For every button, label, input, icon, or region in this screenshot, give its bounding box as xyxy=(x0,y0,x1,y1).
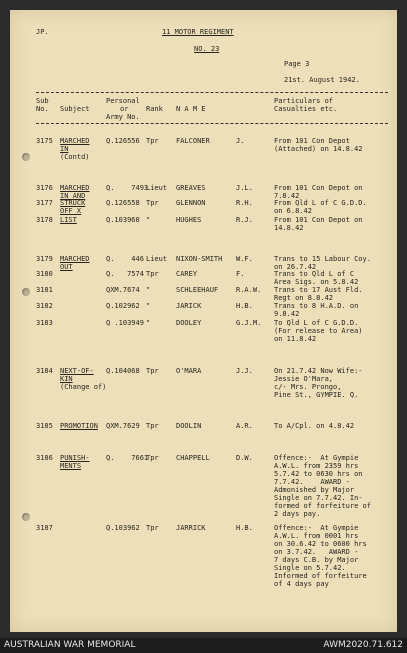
entry-subject: STRUCK xyxy=(60,199,86,207)
entry-initials: R.H. xyxy=(236,199,253,207)
entry-subject: NEXT-OF- xyxy=(60,367,94,375)
entry-rank: " xyxy=(146,216,151,224)
entry-particulars: Single on 5.7.42. xyxy=(274,564,346,572)
col-sub-no-2: No. xyxy=(36,105,49,113)
entry-initials: J.J. xyxy=(236,367,253,375)
entry-army-no: Q.102962 xyxy=(106,302,140,310)
entry-rank: Lieut xyxy=(146,255,168,263)
entry-sub-no: 3183 xyxy=(36,319,53,327)
entry-particulars: A.W.L. from 0001 hrs xyxy=(274,532,359,540)
entry-army-no: Q.103960 xyxy=(106,216,140,224)
entry-sub-no: 3180 xyxy=(36,270,53,278)
entry-particulars: Area Sigs. on 5.8.42 xyxy=(274,278,359,286)
entry-initials: W.F. xyxy=(236,255,253,263)
entry-particulars: To A/Cpl. on 4.8.42 xyxy=(274,422,355,430)
entry-name: FALCONER xyxy=(176,137,210,145)
entry-initials: H.B. xyxy=(236,302,253,310)
entry-particulars: 7.7.42. AWARD - xyxy=(274,478,350,486)
corner-mark: JP. xyxy=(36,28,49,36)
entry-particulars: Trans to Qld L of C xyxy=(274,270,355,278)
entry-particulars: Offence:- At Gympie xyxy=(274,524,359,532)
entry-name: HUGHES xyxy=(176,216,202,224)
entry-name: DOOLIN xyxy=(176,422,202,430)
entry-army-no: Q.104068 xyxy=(106,367,140,375)
col-subject: Subject xyxy=(60,105,90,113)
entry-particulars: Pine St., GYMPIE. Q. xyxy=(274,391,359,399)
entry-sub-no: 3185 xyxy=(36,422,53,430)
entry-army-no: Q.126556 xyxy=(106,137,140,145)
entry-subject: MARCHED xyxy=(60,255,90,263)
footer-accession: AWM2020.71.612 xyxy=(323,640,403,650)
entry-name: NIXON-SMITH xyxy=(176,255,223,263)
entry-subject: MARCHED xyxy=(60,184,90,192)
entry-particulars: (For release to Area) xyxy=(274,327,363,335)
entry-rank: Tpr xyxy=(146,422,159,430)
unit-title: 11 MOTOR REGIMENT xyxy=(162,28,234,36)
col-rank: Rank xyxy=(146,105,163,113)
entry-army-no: QXM.7674 xyxy=(106,286,140,294)
entry-initials: H.B. xyxy=(236,524,253,532)
entry-subject: LIST xyxy=(60,216,77,224)
entry-initials: J.L. xyxy=(236,184,253,192)
entry-rank: Tpr xyxy=(146,454,159,462)
punch-hole xyxy=(22,153,30,161)
entry-particulars: c/- Mrs. Prongo, xyxy=(274,383,342,391)
punch-hole xyxy=(22,513,30,521)
footer-source: AUSTRALIAN WAR MEMORIAL xyxy=(4,640,136,650)
entry-particulars: on 11.8.42 xyxy=(274,335,317,343)
entry-army-no: QXM.7629 xyxy=(106,422,140,430)
entry-rank: " xyxy=(146,302,151,310)
col-sub-no-1: Sub xyxy=(36,97,49,105)
entry-rank: " xyxy=(146,286,151,294)
entry-particulars: On 21.7.42 Now Wife:- xyxy=(274,367,363,375)
entry-particulars: 9.8.42 xyxy=(274,310,300,318)
entry-subject: PROMOTION xyxy=(60,422,98,430)
entry-rank: Tpr xyxy=(146,199,159,207)
entry-sub-no: 3184 xyxy=(36,367,53,375)
entry-name: O'MARA xyxy=(176,367,202,375)
entry-sub-no: 3179 xyxy=(36,255,53,263)
archive-footer xyxy=(0,638,407,653)
col-personal-3: Army No. xyxy=(106,113,140,121)
entry-particulars: on 30.6.42 to 0600 hrs xyxy=(274,540,367,548)
order-number: NO. 23 xyxy=(194,45,220,53)
entry-name: GREAVES xyxy=(176,184,206,192)
entry-army-no: Q. 446 xyxy=(106,255,144,263)
entry-army-no: Q.126558 xyxy=(106,199,140,207)
entry-sub-no: 3178 xyxy=(36,216,53,224)
col-particulars-1: Particulars of xyxy=(274,97,334,105)
entry-name: DOOLEY xyxy=(176,319,202,327)
entry-initials: J. xyxy=(236,137,245,145)
entry-particulars: on 26.7.42 xyxy=(274,263,317,271)
col-name: N A M E xyxy=(176,105,206,113)
entry-subject: KIN xyxy=(60,375,73,383)
entry-particulars: 5.7.42 to 0630 hrs on xyxy=(274,470,363,478)
entry-particulars: Jessie O'Mara, xyxy=(274,375,334,383)
entry-particulars: of 4 days pay xyxy=(274,580,329,588)
page-number: Page 3 xyxy=(284,60,310,68)
entry-army-no: Q. 7661 xyxy=(106,454,149,462)
punch-hole xyxy=(22,288,30,296)
entry-subject: MARCHED xyxy=(60,137,90,145)
entry-particulars: on 6.8.42 xyxy=(274,207,312,215)
entry-subject: IN AND xyxy=(60,192,86,200)
entry-subject: PUNISH- xyxy=(60,454,90,462)
entry-name: GLENNON xyxy=(176,199,206,207)
entry-name: SCHLEEHAUF xyxy=(176,286,219,294)
entry-sub-no: 3175 xyxy=(36,137,53,145)
entry-particulars: From 101 Con Depot on xyxy=(274,216,363,224)
entry-particulars: Trans to 8 H.A.D. on xyxy=(274,302,359,310)
document-page xyxy=(10,10,397,632)
entry-particulars: formed of forfeiture of xyxy=(274,502,371,510)
entry-subject-note: (Change of) xyxy=(60,383,107,391)
entry-sub-no: 3177 xyxy=(36,199,53,207)
entry-particulars: A.W.L. from 2359 hrs xyxy=(274,462,359,470)
entry-subject: OUT xyxy=(60,263,73,271)
header-rule-top xyxy=(36,92,388,93)
entry-initials: R.A.W. xyxy=(236,286,262,294)
entry-subject: MENTS xyxy=(60,462,82,470)
entry-particulars: Offence:- At Gympie xyxy=(274,454,359,462)
entry-particulars: Regt on 8.8.42 xyxy=(274,294,334,302)
col-personal-1: Personal xyxy=(106,97,140,105)
entry-particulars: Single on 7.7.42. In- xyxy=(274,494,363,502)
entry-rank: Lieut xyxy=(146,184,168,192)
entry-rank: Tpr xyxy=(146,270,159,278)
entry-particulars: From 101 Con Depot on xyxy=(274,184,363,192)
entry-particulars: From 101 Con Depot xyxy=(274,137,350,145)
entry-particulars: (Attached) on 14.8.42 xyxy=(274,145,363,153)
col-particulars-2: Casualties etc. xyxy=(274,105,338,113)
entry-rank: Tpr xyxy=(146,137,159,145)
entry-particulars: To Qld L of C G.D.D. xyxy=(274,319,359,327)
entry-particulars: Trans to 17 Aust Fld. xyxy=(274,286,363,294)
entry-particulars: Trans to 15 Labour Coy. xyxy=(274,255,371,263)
entry-particulars: 2 days pay. xyxy=(274,510,321,518)
entry-particulars: 14.8.42 xyxy=(274,224,304,232)
entry-army-no: Q. 7574 xyxy=(106,270,144,278)
entry-initials: A.R. xyxy=(236,422,253,430)
entry-name: JARICK xyxy=(176,302,202,310)
entry-particulars: on 3.7.42. AWARD - xyxy=(274,548,359,556)
entry-subject: OFF X xyxy=(60,207,82,215)
entry-army-no: Q. 7493 xyxy=(106,184,149,192)
entry-name: CHAPPELL xyxy=(176,454,210,462)
entry-subject-note: (Contd) xyxy=(60,153,90,161)
entry-sub-no: 3186 xyxy=(36,454,53,462)
entry-subject: IN xyxy=(60,145,69,153)
entry-sub-no: 3187 xyxy=(36,524,53,532)
col-personal-2: or xyxy=(120,105,129,113)
document-date: 21st. August 1942. xyxy=(284,76,360,84)
entry-army-no: Q .103949 xyxy=(106,319,144,327)
entry-initials: D.W. xyxy=(236,454,253,462)
entry-rank: Tpr xyxy=(146,524,159,532)
entry-particulars: 7.8.42 xyxy=(274,192,300,200)
header-rule-bottom xyxy=(36,123,388,124)
entry-initials: G.J.M. xyxy=(236,319,262,327)
entry-name: JARRICK xyxy=(176,524,206,532)
entry-initials: F. xyxy=(236,270,245,278)
entry-name: CAREY xyxy=(176,270,198,278)
entry-particulars: Admonished by Major xyxy=(274,486,355,494)
entry-particulars: From Qld L of C G.D.D. xyxy=(274,199,367,207)
entry-sub-no: 3182 xyxy=(36,302,53,310)
entry-sub-no: 3176 xyxy=(36,184,53,192)
entry-rank: Tpr xyxy=(146,367,159,375)
entry-initials: R.J. xyxy=(236,216,253,224)
entry-army-no: Q.103962 xyxy=(106,524,140,532)
entry-sub-no: 3181 xyxy=(36,286,53,294)
entry-particulars: 7 days C.B. by Major xyxy=(274,556,359,564)
entry-rank: " xyxy=(146,319,151,327)
entry-particulars: Informed of forfeiture xyxy=(274,572,367,580)
